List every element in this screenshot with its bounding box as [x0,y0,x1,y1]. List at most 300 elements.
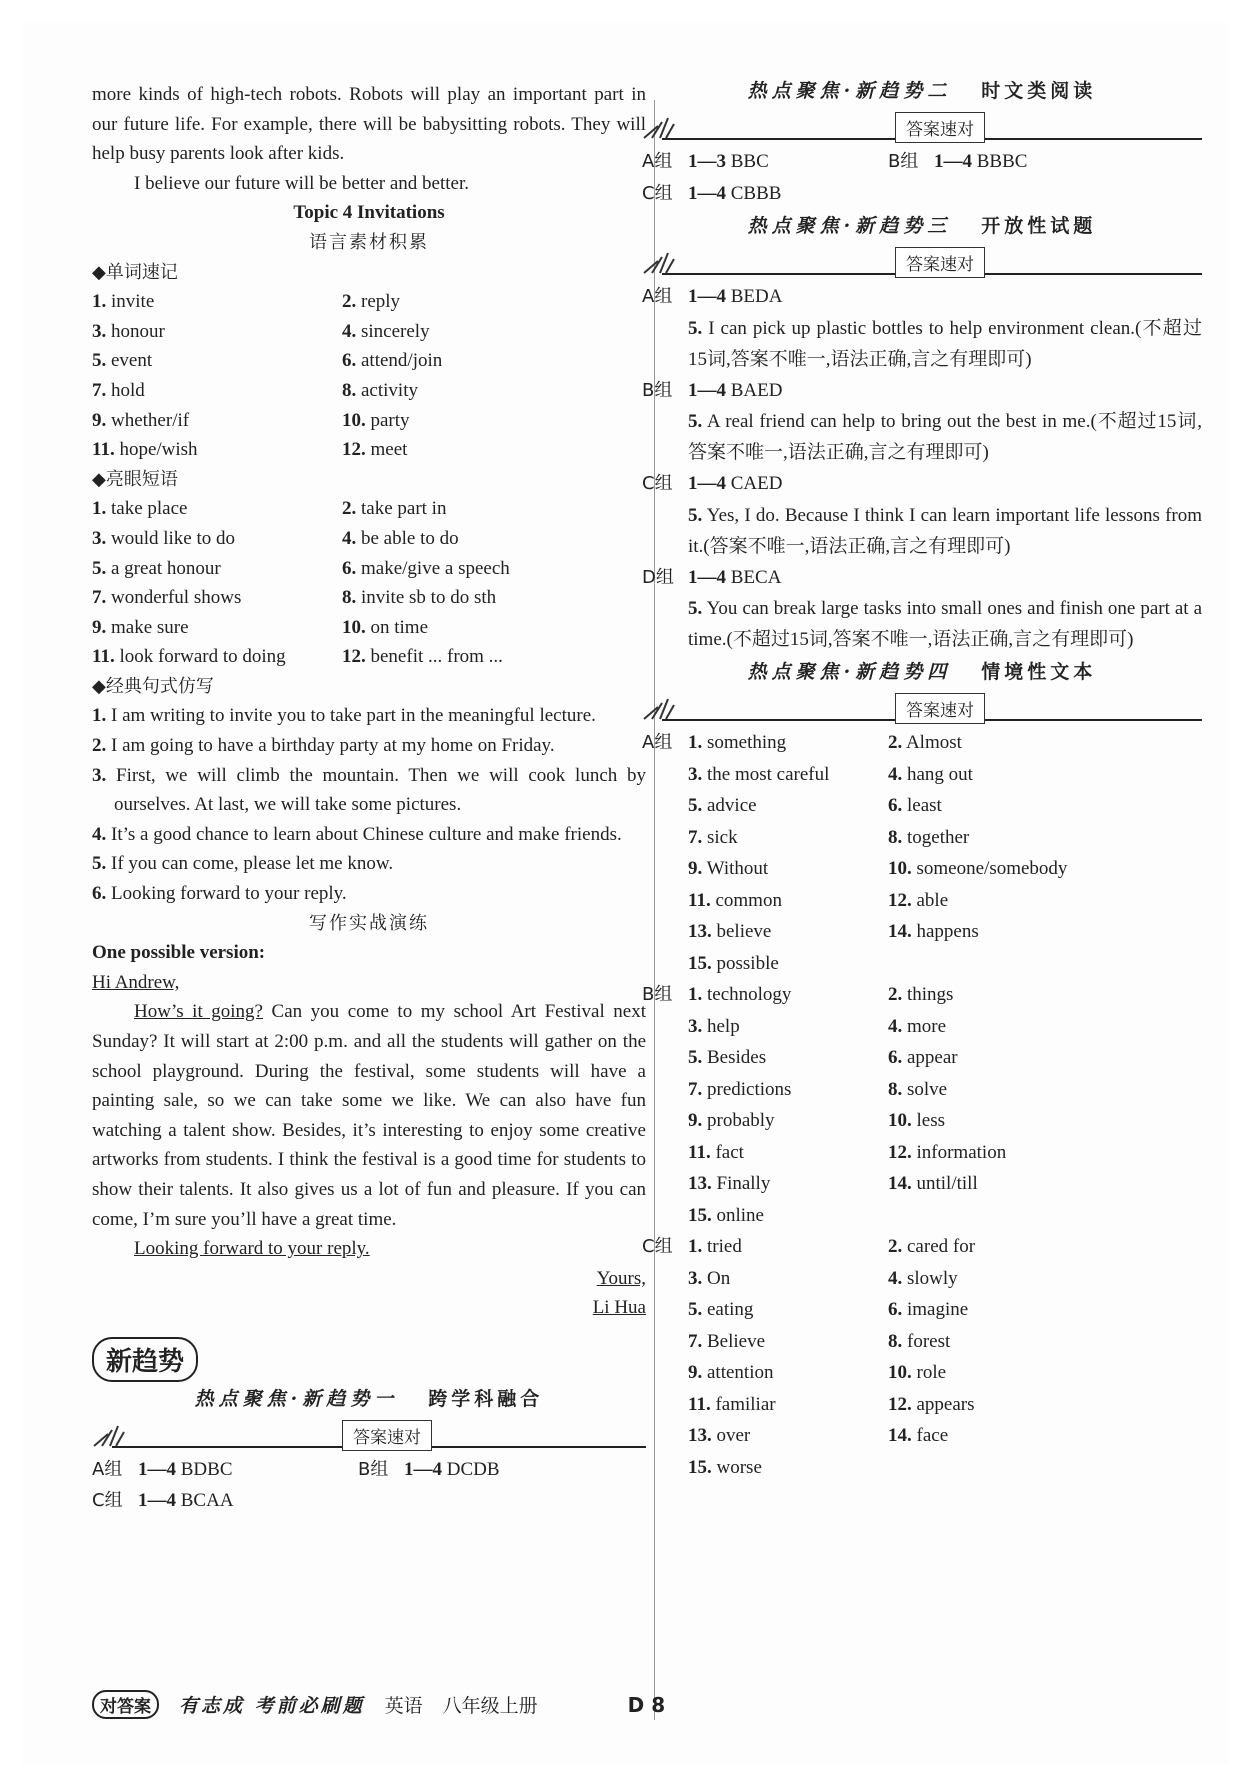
item-number: 8. [342,587,357,609]
item-number: 4. [888,763,903,785]
item-text: online [716,1204,764,1226]
list-item [342,524,592,554]
words-list [92,287,646,465]
item-number: 3. [92,527,107,549]
item-number: 15. [688,1456,712,1478]
item-number: 2. [92,735,107,757]
answer-item [688,1263,888,1295]
item-text: less [916,1110,945,1131]
answer-grid [688,979,1148,1231]
item-number: 8. [342,379,357,401]
answer-item [688,1011,888,1043]
answer-item [688,1231,888,1263]
item-text: I can pick up plastic bottles to help environment clean.(不超过15词,答案不唯一,语法正确,言之有理即可) [688,317,1203,370]
bird-icon [92,1422,126,1448]
item-number: 7. [688,1330,703,1352]
trend4-title: 情境性文本 [981,661,1097,683]
item-number: 8. [888,1330,903,1352]
answer-item [888,1042,1148,1074]
item-number: 6. [92,883,107,905]
item-text: meet [370,439,408,461]
left-column [92,80,646,1517]
item-text: until/till [916,1173,978,1194]
answer-item [688,759,888,791]
item-text: possible [716,952,779,974]
answer-item [688,1326,888,1358]
item-text: benefit ... from ... [370,646,503,668]
answer-item [688,1294,888,1326]
item-text: attend/join [361,350,443,372]
item-text: It’s a good chance to learn about Chinese culture and make friends. [111,823,622,845]
item-text: attention [707,1362,774,1383]
item-text: invite sb to do sth [361,587,497,609]
item-number: 13. [688,1173,712,1194]
trend4-banner [642,655,1202,689]
letter-body-text: Can you come to my school Art Festival next Sunday? It will start at 2:00 p.m. and all the students will gather on the school playground. During the festival, some students will have a painting sale, so we can take some we like. We can also have fun watching a talent show. Besides, it’s interesting to enjoy some creative artworks from students. I think the festival is a good time for students to show their talents. It also gives us a lot of fun and pleasure. If you can come, I’m sure you’ll have a great time. [92,1001,646,1230]
item-text: If you can come, please let me know. [111,853,394,875]
item-number: 15. [688,1204,712,1226]
group-label: C组 [642,473,673,494]
item-text: information [916,1141,1007,1163]
item-text: reply [361,291,401,313]
item-number: 9. [688,1110,703,1131]
list-item [342,406,592,436]
sentence-item [92,820,646,850]
item-number: 1. [688,984,703,1005]
list-item [342,642,592,672]
answer-item [688,885,888,917]
answer-grid [688,1231,1148,1483]
trend1-title: 跨学科融合 [428,1387,544,1410]
item-number: 4. [888,1015,903,1037]
list-item [342,317,592,347]
material-title: 语言素材积累 [309,231,429,253]
answer-row [642,375,1202,407]
answer-item [688,1200,888,1232]
answer-range: 1—4 [688,379,726,401]
open-answer [688,406,1202,468]
answer-item [888,1294,1148,1326]
sentence-item [92,761,646,820]
item-text: look forward to doing [119,646,286,668]
item-text: a great honour [111,557,221,579]
list-item [342,346,592,376]
list-item [92,376,342,406]
answer-item [688,1074,888,1106]
trend2-banner [642,74,1202,108]
answer-value: BBC [730,151,769,172]
answer-item [888,1357,1148,1389]
item-text: imagine [907,1299,969,1320]
answer-row [642,281,1202,313]
item-text: on time [370,616,429,638]
item-number: 3. [92,320,107,342]
item-number: 6. [342,350,357,372]
item-text: common [715,889,782,911]
answer-item [888,1263,1148,1295]
sentence-item [92,879,646,909]
answer-value: CBBB [730,182,782,204]
item-text: forest [907,1330,951,1352]
sentence-item [92,731,646,761]
list-item [92,346,342,376]
bird-icon [642,114,676,140]
item-text: sick [707,826,738,848]
answer-cell [688,468,782,500]
answer-group [642,1231,1202,1483]
list-item [342,435,592,465]
answer-key-label: 答案速对 [342,1420,432,1451]
item-number: 4. [342,320,357,342]
group-label: B组 [642,984,673,1005]
item-number: 2. [342,498,357,520]
item-text: familiar [715,1393,776,1415]
right-column [642,74,1202,1483]
answer-item [888,1137,1148,1169]
trend3-banner-text: 热点聚焦·新趋势三 [747,215,952,237]
item-text: probably [707,1110,775,1131]
item-number: 1. [92,498,107,520]
item-text: worse [716,1456,762,1478]
item-text: make sure [111,616,189,638]
trend3-title: 开放性试题 [981,215,1097,237]
footer-logo: 对答案 [92,1690,159,1719]
answer-range: 1—4 [688,182,726,204]
item-number: 5. [688,317,703,339]
trend3-banner [642,209,1202,243]
list-item [92,583,342,613]
item-text: predictions [707,1078,792,1100]
item-text: You can break large tasks into small ones and finish one part at a time.(不超过15词,答案不唯一,语法正确,言之有理即可) [688,598,1203,650]
intro-paragraph: more kinds of high-tech robots. Robots will play an important part in our future life. For example, there will be babysitting robots. They will help busy parents look after kids. [92,84,646,165]
answer-item [888,1168,1148,1200]
page-footer [92,1690,1202,1719]
answer-cell [688,281,782,313]
item-number: 9. [688,858,703,879]
item-number: 10. [342,409,366,431]
trend3-answer-key [642,243,1202,281]
item-number: 15. [688,952,712,974]
answer-item [688,1042,888,1074]
answer-value: BDBC [180,1458,233,1480]
trend1-banner-text: 热点聚焦·新趋势一 [194,1387,399,1410]
answer-item [888,853,1148,885]
item-number: 3. [688,1015,703,1037]
item-number: 12. [888,1141,912,1163]
item-text: First, we will climb the mountain. Then we will cook lunch by ourselves. At last, we will take some pictures. [114,764,646,816]
answer-value: DCDB [446,1458,500,1480]
trend2-answer-key [642,108,1202,146]
list-item [342,287,592,317]
answer-value: BAED [730,379,783,401]
answer-item [888,1105,1148,1137]
item-number: 13. [688,1425,712,1446]
group-label: A组 [642,151,673,172]
item-text: help [707,1015,740,1037]
item-text: able [916,889,949,911]
writing-title: 写作实战演练 [309,912,429,934]
new-trend-logo-wrap [92,1337,646,1382]
answer-row [642,468,1202,500]
answer-item [888,1074,1148,1106]
item-text: invite [111,291,155,313]
answer-value: CAED [730,473,783,494]
item-number: 10. [888,858,912,879]
list-item [92,317,342,347]
item-text: make/give a speech [361,557,510,579]
item-text: A real friend can help to bring out the best in me.(不超过15词,答案不唯一,语法正确,言之有理即可) [688,411,1203,463]
item-text: Finally [716,1173,771,1194]
group-label: C组 [92,1490,123,1512]
answer-grid [688,727,1148,979]
item-text: solve [907,1078,948,1100]
answer-item [888,1389,1148,1421]
item-text: slowly [907,1267,958,1289]
item-text: tried [707,1236,742,1257]
item-number: 4. [342,527,357,549]
sentence-item [92,849,646,879]
answer-item [888,1231,1148,1263]
item-text: role [916,1362,947,1383]
item-text: I am going to have a birthday party at my home on Friday. [111,735,555,757]
item-number: 12. [342,646,366,668]
list-item [92,435,342,465]
item-number: 5. [688,795,703,816]
item-text: together [907,826,970,848]
item-number: 6. [888,1299,903,1320]
answer-item [888,885,1148,917]
item-text: hang out [907,763,973,785]
item-number: 9. [92,409,107,431]
list-item [342,613,592,643]
item-number: 14. [888,1425,912,1446]
answer-cell [688,562,781,594]
item-number: 2. [888,1236,903,1257]
letter-body [92,997,646,1234]
item-text: advice [707,795,757,816]
answer-item [888,1420,1148,1452]
group-label: C组 [642,182,673,204]
item-text: whether/if [111,409,190,431]
item-text: activity [361,379,418,401]
answer-row [642,562,1202,594]
answer-value: BCAA [180,1490,234,1512]
sentences-list [92,701,646,908]
item-text: least [907,795,942,816]
bird-icon [642,695,676,721]
trend1-answer-key [92,1416,646,1454]
item-number: 11. [92,646,115,668]
trend1-row-c [92,1485,646,1517]
list-item [92,494,342,524]
answer-item [888,759,1148,791]
group-label: A组 [642,286,673,307]
answer-item [688,853,888,885]
item-text: On [707,1267,731,1289]
trend4-list [642,727,1202,1483]
sentence-item [92,701,646,731]
item-text: Almost [905,732,962,753]
answer-item [688,1452,888,1484]
item-number: 5. [92,557,107,579]
trend2-row-ab [642,146,1202,178]
item-number: 5. [688,1047,703,1068]
item-number: 12. [888,889,912,911]
item-text: more [907,1015,947,1037]
sentences-heading: ◆经典句式仿写 [92,675,214,697]
item-text: appears [916,1393,975,1415]
answer-item [688,1357,888,1389]
group-label: A组 [642,732,673,753]
item-number: 10. [888,1110,912,1131]
item-number: 1. [688,732,703,753]
phrases-heading: ◆亮眼短语 [92,468,178,490]
item-number: 7. [92,587,107,609]
item-number: 11. [688,1141,711,1163]
item-number: 12. [888,1393,912,1415]
item-number: 14. [888,1173,912,1194]
phrases-list [92,494,646,672]
item-number: 6. [888,795,903,816]
item-number: 4. [92,823,107,845]
item-text: party [370,409,410,431]
footer-brand: 有志成 考前必刷题 [179,1695,365,1717]
item-text: take place [111,498,188,520]
answer-value: BEDA [730,286,783,307]
item-number: 8. [888,826,903,848]
list-item [92,406,342,436]
item-text: hope/wish [119,439,198,461]
item-text: something [707,732,787,753]
answer-item [688,1389,888,1421]
item-text: take part in [361,498,447,520]
item-number: 10. [342,616,366,638]
item-number: 11. [92,439,115,461]
answer-item [688,822,888,854]
item-number: 3. [688,763,703,785]
item-number: 6. [888,1047,903,1068]
answer-item [688,1420,888,1452]
item-number: 3. [688,1267,703,1289]
trend4-answer-key [642,689,1202,727]
page [22,22,1228,1764]
answer-key-label: 答案速对 [895,247,985,278]
item-text: Without [706,858,769,879]
item-number: 9. [92,616,107,638]
answer-item [688,727,888,759]
trend1-banner [92,1382,646,1416]
list-item [92,287,342,317]
item-text: event [111,350,153,372]
item-text: technology [707,984,792,1005]
item-text: believe [716,921,772,942]
answer-range: 1—4 [404,1458,442,1480]
trend4-banner-text: 热点聚焦·新趋势四 [747,661,952,683]
item-number: 5. [92,853,107,875]
item-number: 5. [688,504,703,526]
group-label: A组 [92,1458,123,1480]
item-number: 14. [888,921,912,942]
item-text: honour [111,320,165,342]
answer-item [888,822,1148,854]
list-item [342,554,592,584]
answer-range: 1—3 [688,151,726,172]
item-number: 1. [688,1236,703,1257]
trend2-title: 时文类阅读 [981,80,1097,102]
item-number: 1. [92,291,107,313]
group-label: B组 [642,379,673,401]
letter-closing: Looking forward to your reply. [134,1238,370,1260]
trend2-row-c [642,178,1202,210]
item-number: 11. [688,1393,711,1415]
item-text: would like to do [111,527,236,549]
answer-group [642,727,1202,979]
item-number: 11. [688,889,711,911]
group-label: B组 [888,151,919,172]
item-number: 6. [342,557,357,579]
item-text: hold [111,379,145,401]
bird-icon [642,249,676,275]
answer-key-label: 答案速对 [895,693,985,724]
item-number: 2. [342,291,357,313]
letter-signature: Li Hua [592,1297,646,1319]
item-text: eating [707,1299,754,1320]
list-item [342,376,592,406]
group-label: B组 [358,1458,389,1480]
list-item [342,583,592,613]
trend3-list [642,281,1202,655]
item-text: appear [907,1047,958,1068]
list-item [92,524,342,554]
item-number: 5. [92,350,107,372]
answer-range: 1—4 [688,473,726,494]
item-text: Besides [707,1047,767,1068]
item-number: 13. [688,921,712,942]
words-heading: ◆单词速记 [92,261,178,283]
answer-range: 1—4 [934,151,972,172]
item-text: someone/somebody [916,858,1068,879]
answer-item [688,790,888,822]
answer-item [888,1326,1148,1358]
answer-value: BECA [730,566,782,588]
version-label: One possible version: [92,942,266,964]
answer-item [888,1011,1148,1043]
item-text: over [716,1425,751,1446]
item-text: Believe [707,1330,766,1352]
item-text: Looking forward to your reply. [111,883,347,905]
item-text: I am writing to invite you to take part in the meaningful lecture. [111,705,596,727]
item-number: 2. [888,984,903,1005]
list-item [92,642,342,672]
list-item [342,494,592,524]
item-number: 9. [688,1362,703,1383]
item-number: 5. [688,411,703,432]
item-number: 4. [888,1267,903,1289]
item-number: 3. [92,764,107,786]
item-text: happens [916,921,979,942]
answer-range: 1—4 [688,286,726,307]
answer-item [888,727,1148,759]
trend1-row-ab [92,1454,646,1486]
item-text: face [916,1425,949,1446]
item-text: things [907,984,954,1005]
item-number: 5. [688,1299,703,1320]
item-text: the most careful [707,763,830,785]
answer-item [888,916,1148,948]
letter-yours: Yours, [596,1267,646,1289]
item-text: Yes, I do. Because I think I can learn important life lessons from it.(答案不唯一,语法正确,言之有理即可) [688,504,1203,557]
answer-key-label: 答案速对 [895,112,985,143]
